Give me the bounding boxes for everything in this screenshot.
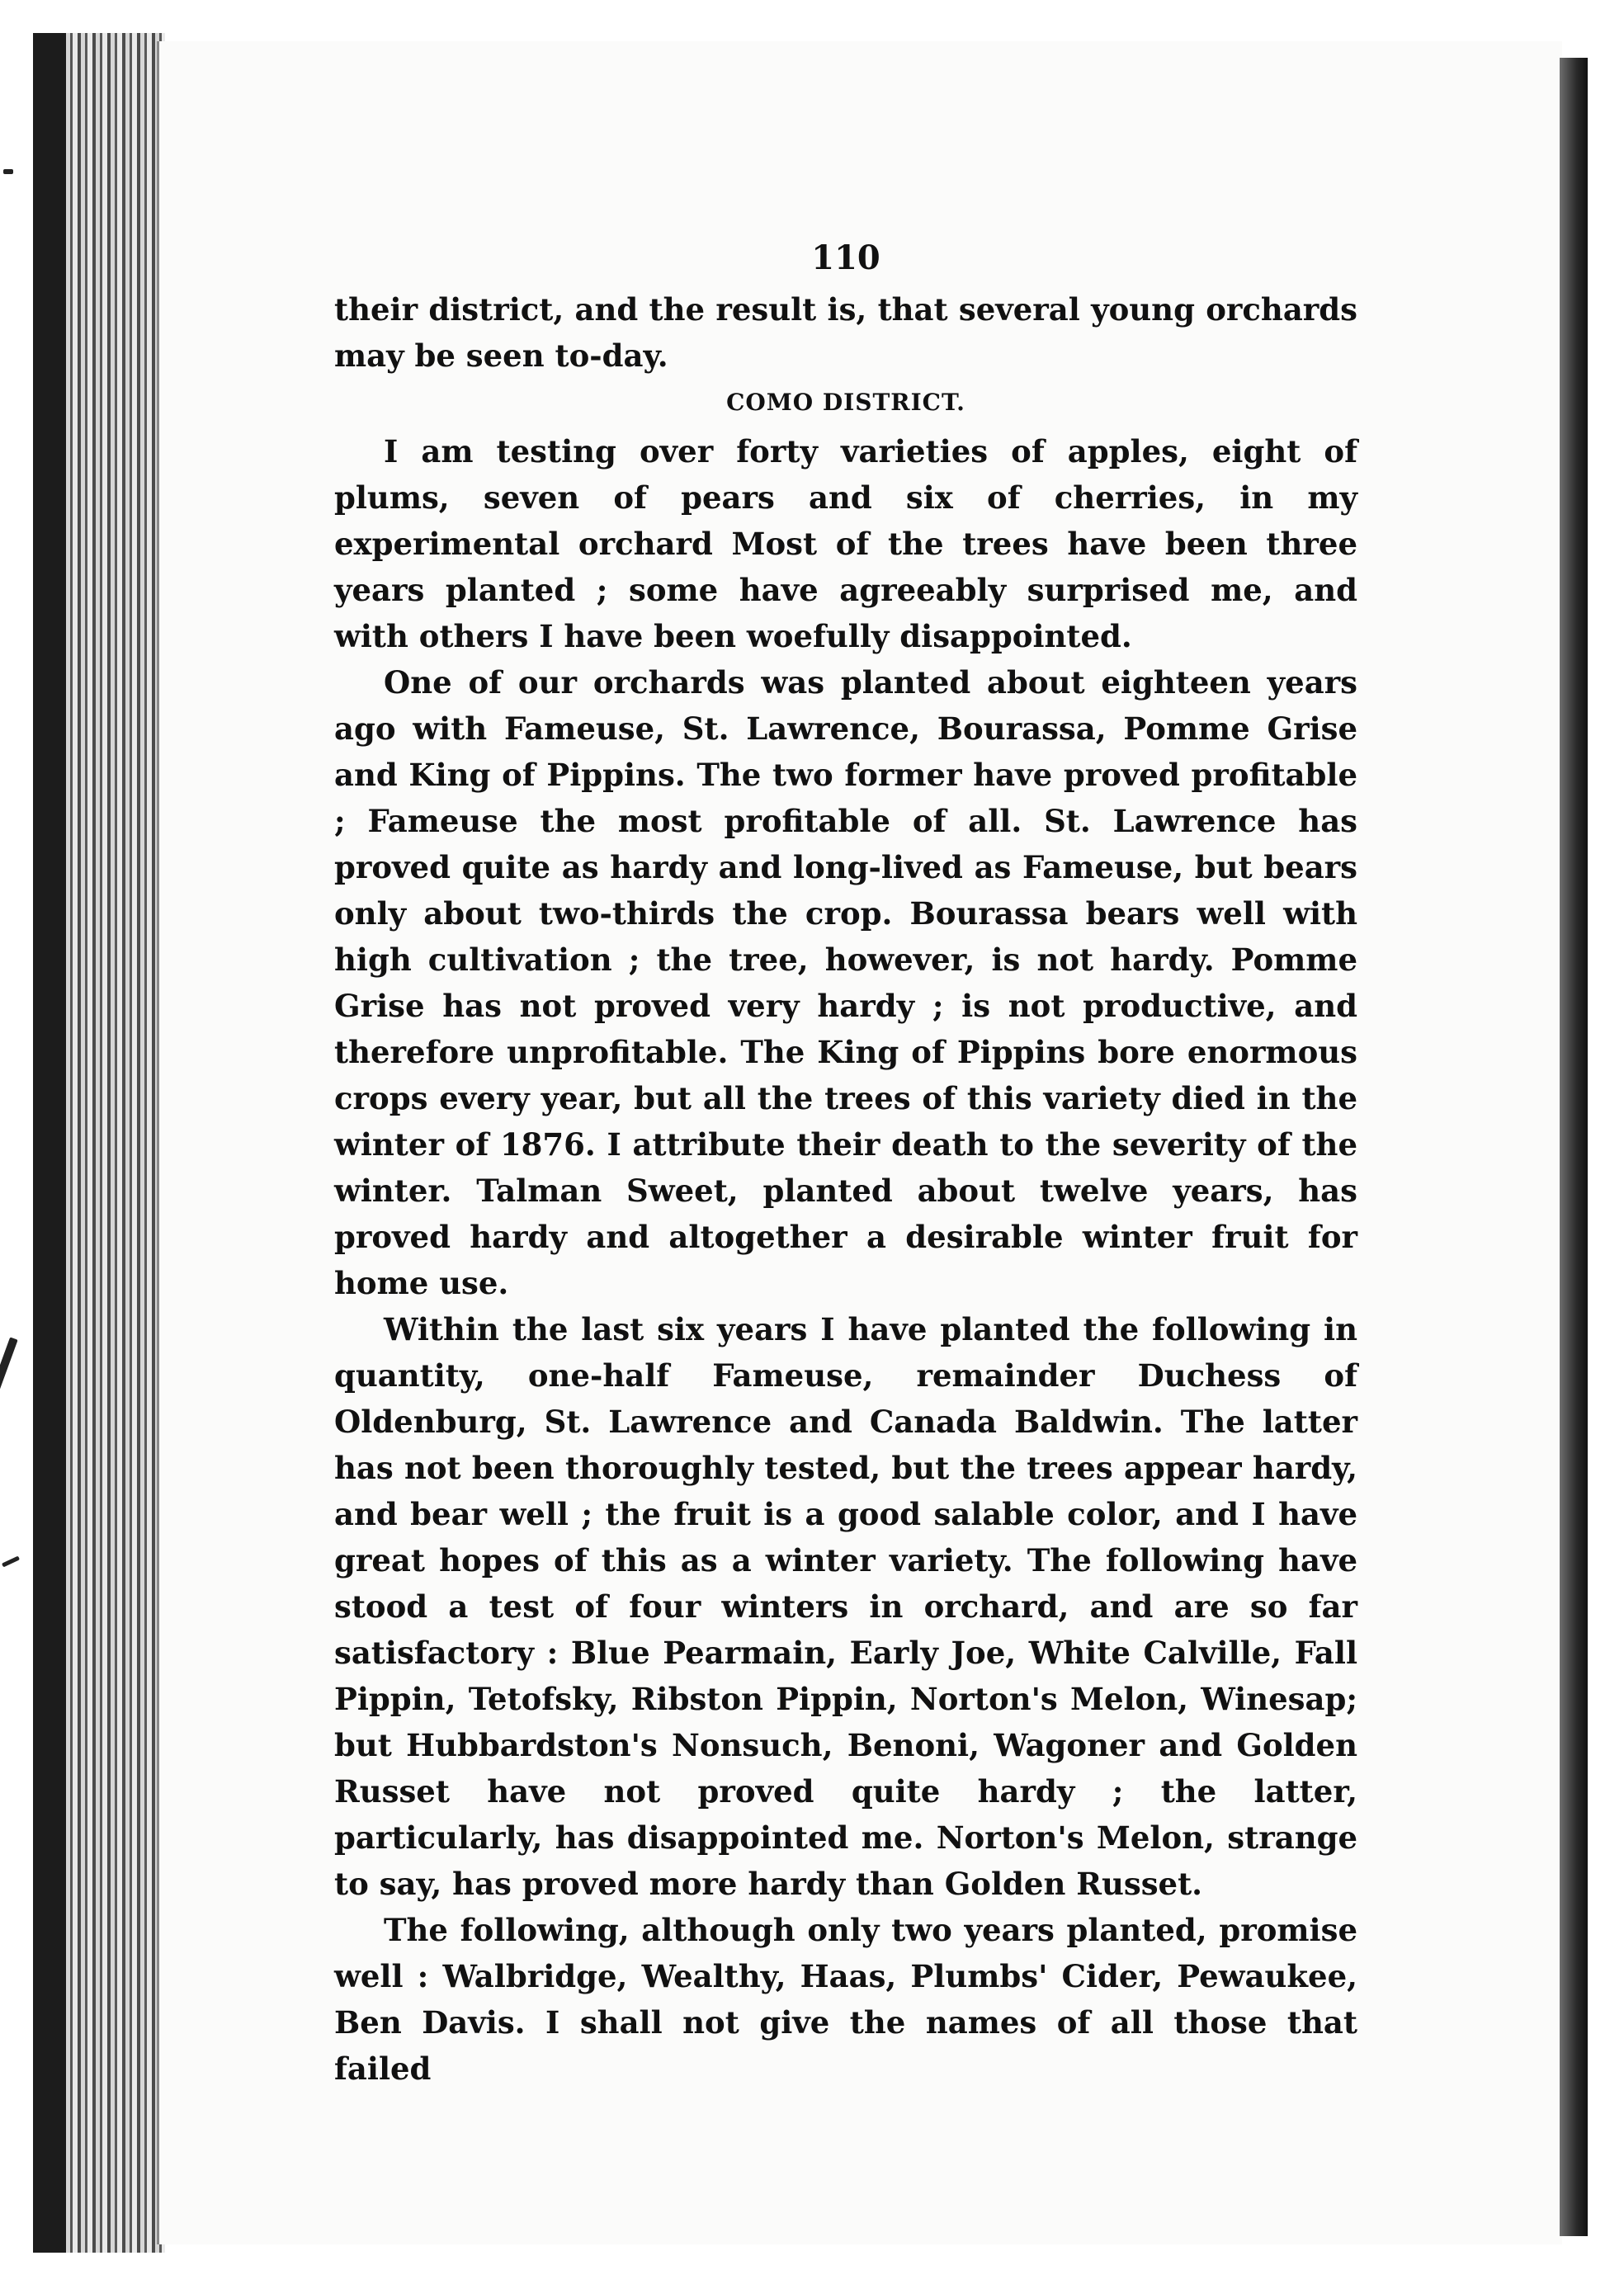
page-right-edge: [1560, 58, 1588, 2236]
paragraph: One of our orchards was planted about eighteen years ago with Fameuse, St. Lawrence, Bourassa, Pomme Grise and King of Pippins. The two former have proved profitable ; Fameuse the most profitable of all. St. Lawrence has proved quite as hardy and long-lived as Fameuse, but bears only about two-thirds the crop. Bourassa bears well with high cultivation ; the tree, however, is not hardy. Pomme Grise has not proved very hardy ; is not productive, and therefore unprofitable. The King of Pippins bore enormous crops every year, but all the trees of this variety died in the winter of 1876. I attribute their death to the severity of the winter. Talman Sweet, planted about twelve years, has proved hardy and altogether a desirable winter fruit for home use.: [334, 664, 1357, 1301]
page-number: 110: [811, 238, 880, 277]
paragraph: The following, although only two years planted, promise well : Walbridge, Wealthy, Haas, Plumbs' Cider, Pewaukee, Ben Davis. I shall not give the names of all those that failed: [334, 1912, 1357, 2087]
paragraph: Within the last six years I have planted the following in quantity, one-half Fameuse, remainder Duchess of Oldenburg, St. Lawrence and Canada Baldwin. The latter has not been thoroughly tested, but the trees appear hardy, and bear well ; the fruit is a good salable color, and I have great hopes of this as a winter variety. The following have stood a test of four winters in orchard, and are so far satisfactory : Blue Pearmain, Early Joe, White Calville, Fall Pippin, Tetofsky, Ribston Pippin, Norton's Melon, Winesap; but Hubbardston's Nonsuch, Benoni, Wagoner and Golden Russet have not proved quite hardy ; the latter, particularly, has disappointed me. Norton's Melon, strange to say, has proved more hardy than Golden Russet.: [334, 1311, 1357, 1902]
scan-speck: [2, 1556, 20, 1568]
section-heading: COMO DISTRICT.: [726, 389, 965, 416]
scan-speck: [3, 169, 13, 174]
paragraph: I am testing over forty varieties of apples, eight of plums, seven of pears and six of cherries, in my experimental orchard Most of the trees have been three years planted ; some have agreeably surprised me, and with others I have been woefully disappointed.: [334, 433, 1357, 654]
scan-speck: [0, 1337, 18, 1394]
scan-margin-specks: [0, 0, 25, 2284]
book-spine-shadow: [33, 33, 66, 2253]
paragraph: their district, and the result is, that several young orchards may be seen to-day.: [334, 291, 1357, 374]
page-text: [334, 235, 1357, 2092]
